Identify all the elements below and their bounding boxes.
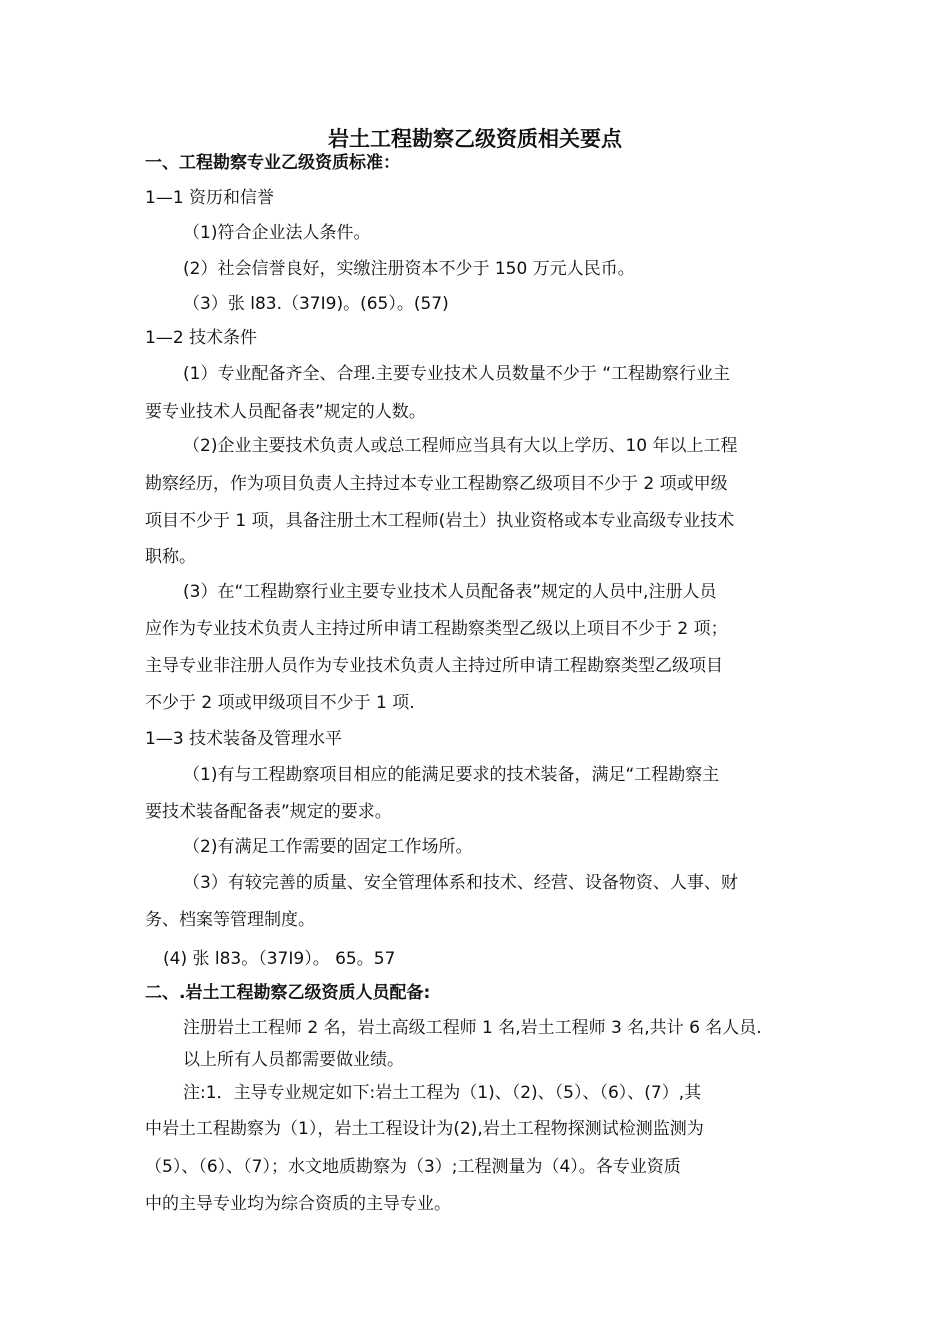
note-line: （5）、（6）、（7）；水文地质勘察为（3）;工程测量为（4）。各专业资质 <box>145 1157 681 1177</box>
note-line: 中的主导专业均为综合资质的主导专业。 <box>145 1194 451 1214</box>
paragraph-line: 职称。 <box>145 547 196 567</box>
paragraph-line: 要技术装备配备表”规定的要求。 <box>145 802 392 822</box>
paragraph: (4) 张 l83。（37I9）。 65。57 <box>163 949 396 969</box>
paragraph: （1)符合企业法人条件。 <box>183 223 371 243</box>
subsection-1-3-heading: 1—3 技术装备及管理水平 <box>145 729 343 749</box>
document-title: 岩土工程勘察乙级资质相关要点 <box>328 127 622 151</box>
note-line: 中岩土工程勘察为（1），岩土工程设计为(2),岩土工程物探测试检测监测为 <box>145 1119 704 1139</box>
section-2-heading: 二、.岩土工程勘察乙级资质人员配备: <box>145 983 431 1003</box>
paragraph-line: 务、档案等管理制度。 <box>145 910 315 930</box>
paragraph-line: 勘察经历，作为项目负责人主持过本专业工程勘察乙级项目不少于 2 项或甲级 <box>145 474 728 494</box>
subsection-1-2-heading: 1—2 技术条件 <box>145 328 258 348</box>
paragraph-line: （1)有与工程勘察项目相应的能满足要求的技术装备，满足“工程勘察主 <box>183 765 720 785</box>
paragraph-line: （2)企业主要技术负责人或总工程师应当具有大以上学历、10 年以上工程 <box>183 436 738 456</box>
paragraph-line: 应作为专业技术负责人主持过所申请工程勘察类型乙级以上项目不少于 2 项； <box>145 619 728 639</box>
paragraph-line: （3）有较完善的质量、安全管理体系和技术、经营、设备物资、人事、财 <box>183 873 738 893</box>
note-line: 注:1．主导专业规定如下:岩土工程为（1)、（2)、（5）、（6）、(7）,其 <box>183 1083 702 1103</box>
paragraph: 注册岩土工程师 2 名，岩土高级工程师 1 名,岩土工程师 3 名,共计 6 名人员. <box>183 1018 762 1038</box>
subsection-1-1-heading: 1—1 资历和信誉 <box>145 188 275 208</box>
paragraph-line: (1）专业配备齐全、合理.主要专业技术人员数量不少于 “工程勘察行业主 <box>183 364 731 384</box>
paragraph: 以上所有人员都需要做业绩。 <box>183 1050 404 1070</box>
paragraph-line: 不少于 2 项或甲级项目不少于 1 项. <box>145 693 415 713</box>
paragraph: （3）张 l83.（37I9)。(65）。(57) <box>183 294 449 314</box>
paragraph: （2)有满足工作需要的固定工作场所。 <box>183 837 473 857</box>
paragraph-line: 主导专业非注册人员作为专业技术负责人主持过所申请工程勘察类型乙级项目 <box>145 656 723 676</box>
paragraph-line: (3）在“工程勘察行业主要专业技术人员配备表”规定的人员中,注册人员 <box>183 582 717 602</box>
paragraph: (2）社会信誉良好，实缴注册资本不少于 150 万元人民币。 <box>183 259 635 279</box>
section-1-heading: 一、工程勘察专业乙级资质标准： <box>145 153 400 173</box>
paragraph-line: 项目不少于 1 项，具备注册土木工程师(岩土）执业资格或本专业高级专业技术 <box>145 511 735 531</box>
paragraph-line: 要专业技术人员配备表”规定的人数。 <box>145 402 426 422</box>
